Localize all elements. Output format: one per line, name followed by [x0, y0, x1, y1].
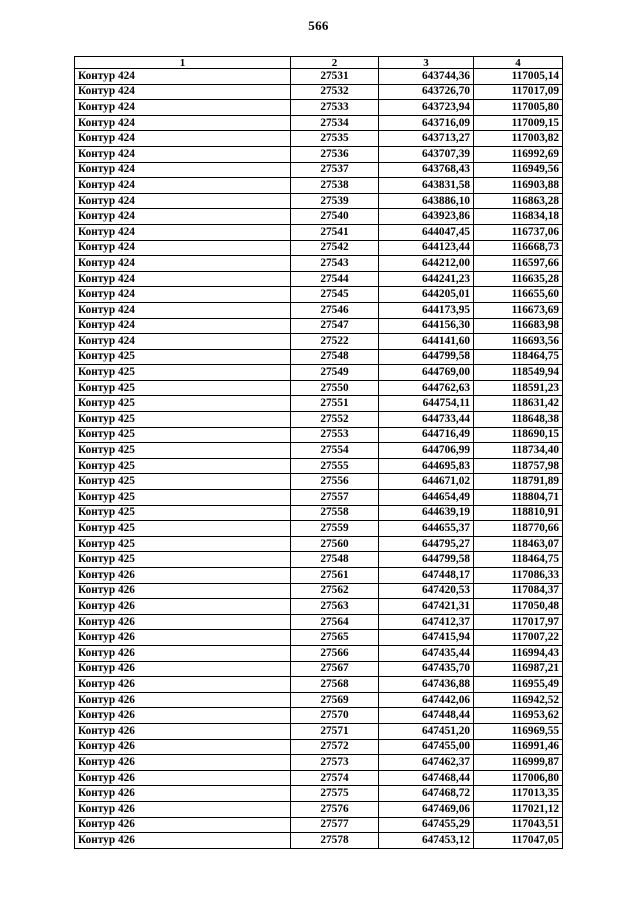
y-coordinate-cell: 116683,98	[474, 318, 563, 334]
y-coordinate-cell: 116953,62	[474, 708, 563, 724]
y-coordinate-cell: 118631,42	[474, 396, 563, 412]
table-row	[75, 521, 563, 537]
x-coordinate-cell: 647442,06	[379, 692, 474, 708]
point-number-cell: 27533	[291, 100, 379, 116]
coordinates-table	[74, 56, 563, 849]
point-number-cell: 27560	[291, 536, 379, 552]
column-header-1: 1	[75, 57, 291, 69]
contour-name-cell: Контур 425	[75, 412, 291, 428]
table-row	[75, 396, 563, 412]
page-number: 566	[308, 18, 329, 33]
contour-name-cell: Контур 426	[75, 677, 291, 693]
contour-name-cell: Контур 426	[75, 770, 291, 786]
point-number-cell: 27531	[291, 69, 379, 85]
x-coordinate-cell: 644156,30	[379, 318, 474, 334]
x-coordinate-cell: 647412,37	[379, 614, 474, 630]
point-number-cell: 27570	[291, 708, 379, 724]
table-row	[75, 334, 563, 350]
y-coordinate-cell: 117007,22	[474, 630, 563, 646]
point-number-cell: 27549	[291, 365, 379, 381]
point-number-cell: 27566	[291, 645, 379, 661]
contour-name-cell: Контур 426	[75, 614, 291, 630]
point-number-cell: 27555	[291, 458, 379, 474]
point-number-cell: 27569	[291, 692, 379, 708]
point-number-cell: 27540	[291, 209, 379, 225]
table-row	[75, 490, 563, 506]
y-coordinate-cell: 118770,66	[474, 521, 563, 537]
table-row	[75, 801, 563, 817]
y-coordinate-cell: 116834,18	[474, 209, 563, 225]
point-number-cell: 27542	[291, 240, 379, 256]
table-row	[75, 723, 563, 739]
point-number-cell: 27536	[291, 146, 379, 162]
table-row	[75, 349, 563, 365]
contour-name-cell: Контур 426	[75, 833, 291, 849]
table-row	[75, 146, 563, 162]
x-coordinate-cell: 644733,44	[379, 412, 474, 428]
point-number-cell: 27534	[291, 115, 379, 131]
contour-name-cell: Контур 424	[75, 146, 291, 162]
x-coordinate-cell: 647436,88	[379, 677, 474, 693]
y-coordinate-cell: 116987,21	[474, 661, 563, 677]
table-row	[75, 614, 563, 630]
x-coordinate-cell: 643923,86	[379, 209, 474, 225]
contour-name-cell: Контур 424	[75, 162, 291, 178]
x-coordinate-cell: 643726,70	[379, 84, 474, 100]
table-row	[75, 770, 563, 786]
y-coordinate-cell: 117005,80	[474, 100, 563, 116]
x-coordinate-cell: 647421,31	[379, 599, 474, 615]
column-header-4: 4	[474, 57, 563, 69]
contour-name-cell: Контур 426	[75, 661, 291, 677]
point-number-cell: 27554	[291, 443, 379, 459]
x-coordinate-cell: 647455,00	[379, 739, 474, 755]
table-row	[75, 178, 563, 194]
x-coordinate-cell: 647420,53	[379, 583, 474, 599]
table-row	[75, 224, 563, 240]
point-number-cell: 27562	[291, 583, 379, 599]
point-number-cell: 27557	[291, 490, 379, 506]
table-row	[75, 240, 563, 256]
y-coordinate-cell: 118591,23	[474, 380, 563, 396]
point-number-cell: 27548	[291, 349, 379, 365]
contour-name-cell: Контур 425	[75, 427, 291, 443]
contour-name-cell: Контур 426	[75, 645, 291, 661]
x-coordinate-cell: 644141,60	[379, 334, 474, 350]
contour-name-cell: Контур 425	[75, 349, 291, 365]
table-row	[75, 302, 563, 318]
table-row	[75, 552, 563, 568]
table-row	[75, 817, 563, 833]
x-coordinate-cell: 644754,11	[379, 396, 474, 412]
point-number-cell: 27535	[291, 131, 379, 147]
x-coordinate-cell: 643707,39	[379, 146, 474, 162]
table-row	[75, 474, 563, 490]
y-coordinate-cell: 116991,46	[474, 739, 563, 755]
contour-name-cell: Контур 426	[75, 692, 291, 708]
x-coordinate-cell: 644212,00	[379, 256, 474, 272]
point-number-cell: 27576	[291, 801, 379, 817]
table-row	[75, 505, 563, 521]
point-number-cell: 27571	[291, 723, 379, 739]
point-number-cell: 27563	[291, 599, 379, 615]
x-coordinate-cell: 644671,02	[379, 474, 474, 490]
table-row	[75, 833, 563, 849]
point-number-cell: 27559	[291, 521, 379, 537]
point-number-cell: 27539	[291, 193, 379, 209]
contour-name-cell: Контур 424	[75, 131, 291, 147]
contour-name-cell: Контур 424	[75, 100, 291, 116]
contour-name-cell: Контур 426	[75, 739, 291, 755]
contour-name-cell: Контур 424	[75, 224, 291, 240]
table-row	[75, 786, 563, 802]
contour-name-cell: Контур 424	[75, 318, 291, 334]
table-row	[75, 583, 563, 599]
table-row	[75, 427, 563, 443]
contour-name-cell: Контур 425	[75, 474, 291, 490]
contour-name-cell: Контур 426	[75, 801, 291, 817]
table-row	[75, 380, 563, 396]
y-coordinate-cell: 116863,28	[474, 193, 563, 209]
y-coordinate-cell: 118734,40	[474, 443, 563, 459]
contour-name-cell: Контур 426	[75, 599, 291, 615]
x-coordinate-cell: 647435,44	[379, 645, 474, 661]
contour-name-cell: Контур 426	[75, 755, 291, 771]
contour-name-cell: Контур 425	[75, 396, 291, 412]
y-coordinate-cell: 118464,75	[474, 349, 563, 365]
point-number-cell: 27537	[291, 162, 379, 178]
x-coordinate-cell: 643831,58	[379, 178, 474, 194]
contour-name-cell: Контур 424	[75, 193, 291, 209]
contour-name-cell: Контур 426	[75, 817, 291, 833]
x-coordinate-cell: 644795,27	[379, 536, 474, 552]
contour-name-cell: Контур 424	[75, 240, 291, 256]
point-number-cell: 27577	[291, 817, 379, 833]
y-coordinate-cell: 116994,43	[474, 645, 563, 661]
x-coordinate-cell: 644654,49	[379, 490, 474, 506]
table-row	[75, 318, 563, 334]
point-number-cell: 27556	[291, 474, 379, 490]
y-coordinate-cell: 116635,28	[474, 271, 563, 287]
x-coordinate-cell: 647462,37	[379, 755, 474, 771]
x-coordinate-cell: 647455,29	[379, 817, 474, 833]
x-coordinate-cell: 644655,37	[379, 521, 474, 537]
contour-name-cell: Контур 426	[75, 786, 291, 802]
x-coordinate-cell: 647448,17	[379, 568, 474, 584]
table-row	[75, 755, 563, 771]
y-coordinate-cell: 117006,80	[474, 770, 563, 786]
y-coordinate-cell: 118791,89	[474, 474, 563, 490]
y-coordinate-cell: 116737,06	[474, 224, 563, 240]
x-coordinate-cell: 643768,43	[379, 162, 474, 178]
table-row	[75, 661, 563, 677]
x-coordinate-cell: 647451,20	[379, 723, 474, 739]
table-row	[75, 131, 563, 147]
contour-name-cell: Контур 426	[75, 723, 291, 739]
y-coordinate-cell: 118464,75	[474, 552, 563, 568]
point-number-cell: 27538	[291, 178, 379, 194]
table-row	[75, 645, 563, 661]
contour-name-cell: Контур 426	[75, 583, 291, 599]
y-coordinate-cell: 117084,37	[474, 583, 563, 599]
point-number-cell: 27575	[291, 786, 379, 802]
x-coordinate-cell: 647453,12	[379, 833, 474, 849]
contour-name-cell: Контур 424	[75, 84, 291, 100]
table-row	[75, 677, 563, 693]
x-coordinate-cell: 647448,44	[379, 708, 474, 724]
y-coordinate-cell: 118463,07	[474, 536, 563, 552]
table-row	[75, 630, 563, 646]
point-number-cell: 27574	[291, 770, 379, 786]
table-row	[75, 599, 563, 615]
contour-name-cell: Контур 425	[75, 380, 291, 396]
point-number-cell: 27550	[291, 380, 379, 396]
x-coordinate-cell: 644123,44	[379, 240, 474, 256]
x-coordinate-cell: 644706,99	[379, 443, 474, 459]
table-row	[75, 568, 563, 584]
y-coordinate-cell: 117013,35	[474, 786, 563, 802]
y-coordinate-cell: 116668,73	[474, 240, 563, 256]
point-number-cell: 27552	[291, 412, 379, 428]
header-row	[75, 57, 563, 69]
table-row	[75, 271, 563, 287]
y-coordinate-cell: 116903,88	[474, 178, 563, 194]
point-number-cell: 27541	[291, 224, 379, 240]
x-coordinate-cell: 644799,58	[379, 349, 474, 365]
contour-name-cell: Контур 426	[75, 708, 291, 724]
x-coordinate-cell: 643744,36	[379, 69, 474, 85]
x-coordinate-cell: 643716,09	[379, 115, 474, 131]
point-number-cell: 27551	[291, 396, 379, 412]
y-coordinate-cell: 116942,52	[474, 692, 563, 708]
x-coordinate-cell: 643713,27	[379, 131, 474, 147]
y-coordinate-cell: 116992,69	[474, 146, 563, 162]
x-coordinate-cell: 643723,94	[379, 100, 474, 116]
point-number-cell: 27572	[291, 739, 379, 755]
y-coordinate-cell: 118804,71	[474, 490, 563, 506]
table-row	[75, 287, 563, 303]
x-coordinate-cell: 647435,70	[379, 661, 474, 677]
x-coordinate-cell: 644769,00	[379, 365, 474, 381]
point-number-cell: 27565	[291, 630, 379, 646]
contour-name-cell: Контур 425	[75, 458, 291, 474]
x-coordinate-cell: 644173,95	[379, 302, 474, 318]
x-coordinate-cell: 643886,10	[379, 193, 474, 209]
table-body	[75, 69, 563, 849]
table-row	[75, 458, 563, 474]
table-row	[75, 193, 563, 209]
contour-name-cell: Контур 424	[75, 256, 291, 272]
column-header-2: 2	[291, 57, 379, 69]
y-coordinate-cell: 116693,56	[474, 334, 563, 350]
x-coordinate-cell: 644695,83	[379, 458, 474, 474]
point-number-cell: 27543	[291, 256, 379, 272]
table-row	[75, 115, 563, 131]
column-header-3: 3	[379, 57, 474, 69]
point-number-cell: 27544	[291, 271, 379, 287]
x-coordinate-cell: 647468,72	[379, 786, 474, 802]
contour-name-cell: Контур 425	[75, 521, 291, 537]
point-number-cell: 27532	[291, 84, 379, 100]
table-row	[75, 365, 563, 381]
contour-name-cell: Контур 425	[75, 443, 291, 459]
y-coordinate-cell: 117017,09	[474, 84, 563, 100]
contour-name-cell: Контур 426	[75, 568, 291, 584]
y-coordinate-cell: 116949,56	[474, 162, 563, 178]
y-coordinate-cell: 117050,48	[474, 599, 563, 615]
y-coordinate-cell: 118648,38	[474, 412, 563, 428]
point-number-cell: 27578	[291, 833, 379, 849]
x-coordinate-cell: 644205,01	[379, 287, 474, 303]
x-coordinate-cell: 644762,63	[379, 380, 474, 396]
table-row	[75, 739, 563, 755]
y-coordinate-cell: 116999,87	[474, 755, 563, 771]
x-coordinate-cell: 644241,23	[379, 271, 474, 287]
y-coordinate-cell: 117009,15	[474, 115, 563, 131]
contour-name-cell: Контур 424	[75, 334, 291, 350]
table-row	[75, 692, 563, 708]
contour-name-cell: Контур 424	[75, 302, 291, 318]
y-coordinate-cell: 118757,98	[474, 458, 563, 474]
point-number-cell: 27522	[291, 334, 379, 350]
table-row	[75, 443, 563, 459]
contour-name-cell: Контур 425	[75, 365, 291, 381]
table-row	[75, 84, 563, 100]
point-number-cell: 27553	[291, 427, 379, 443]
contour-name-cell: Контур 424	[75, 115, 291, 131]
y-coordinate-cell: 116673,69	[474, 302, 563, 318]
contour-name-cell: Контур 424	[75, 287, 291, 303]
point-number-cell: 27546	[291, 302, 379, 318]
table-row	[75, 708, 563, 724]
table-row	[75, 209, 563, 225]
y-coordinate-cell: 116597,66	[474, 256, 563, 272]
y-coordinate-cell: 116655,60	[474, 287, 563, 303]
contour-name-cell: Контур 425	[75, 490, 291, 506]
y-coordinate-cell: 116955,49	[474, 677, 563, 693]
contour-name-cell: Контур 426	[75, 630, 291, 646]
y-coordinate-cell: 117021,12	[474, 801, 563, 817]
y-coordinate-cell: 117043,51	[474, 817, 563, 833]
point-number-cell: 27573	[291, 755, 379, 771]
contour-name-cell: Контур 425	[75, 536, 291, 552]
y-coordinate-cell: 117017,97	[474, 614, 563, 630]
table-row	[75, 536, 563, 552]
point-number-cell: 27567	[291, 661, 379, 677]
point-number-cell: 27561	[291, 568, 379, 584]
point-number-cell: 27547	[291, 318, 379, 334]
table-row	[75, 162, 563, 178]
contour-name-cell: Контур 424	[75, 69, 291, 85]
x-coordinate-cell: 647468,44	[379, 770, 474, 786]
y-coordinate-cell: 117047,05	[474, 833, 563, 849]
table-row	[75, 100, 563, 116]
table-row	[75, 412, 563, 428]
x-coordinate-cell: 644639,19	[379, 505, 474, 521]
y-coordinate-cell: 117003,82	[474, 131, 563, 147]
x-coordinate-cell: 644799,58	[379, 552, 474, 568]
x-coordinate-cell: 647469,06	[379, 801, 474, 817]
contour-name-cell: Контур 425	[75, 552, 291, 568]
contour-name-cell: Контур 424	[75, 271, 291, 287]
x-coordinate-cell: 647415,94	[379, 630, 474, 646]
point-number-cell: 27545	[291, 287, 379, 303]
table-row	[75, 69, 563, 85]
x-coordinate-cell: 644716,49	[379, 427, 474, 443]
table-header	[75, 57, 563, 69]
table-row	[75, 256, 563, 272]
point-number-cell: 27568	[291, 677, 379, 693]
contour-name-cell: Контур 424	[75, 209, 291, 225]
y-coordinate-cell: 117005,14	[474, 69, 563, 85]
point-number-cell: 27548	[291, 552, 379, 568]
contour-name-cell: Контур 424	[75, 178, 291, 194]
point-number-cell: 27558	[291, 505, 379, 521]
y-coordinate-cell: 118690,15	[474, 427, 563, 443]
y-coordinate-cell: 116969,55	[474, 723, 563, 739]
y-coordinate-cell: 117086,33	[474, 568, 563, 584]
x-coordinate-cell: 644047,45	[379, 224, 474, 240]
point-number-cell: 27564	[291, 614, 379, 630]
y-coordinate-cell: 118549,94	[474, 365, 563, 381]
y-coordinate-cell: 118810,91	[474, 505, 563, 521]
contour-name-cell: Контур 425	[75, 505, 291, 521]
